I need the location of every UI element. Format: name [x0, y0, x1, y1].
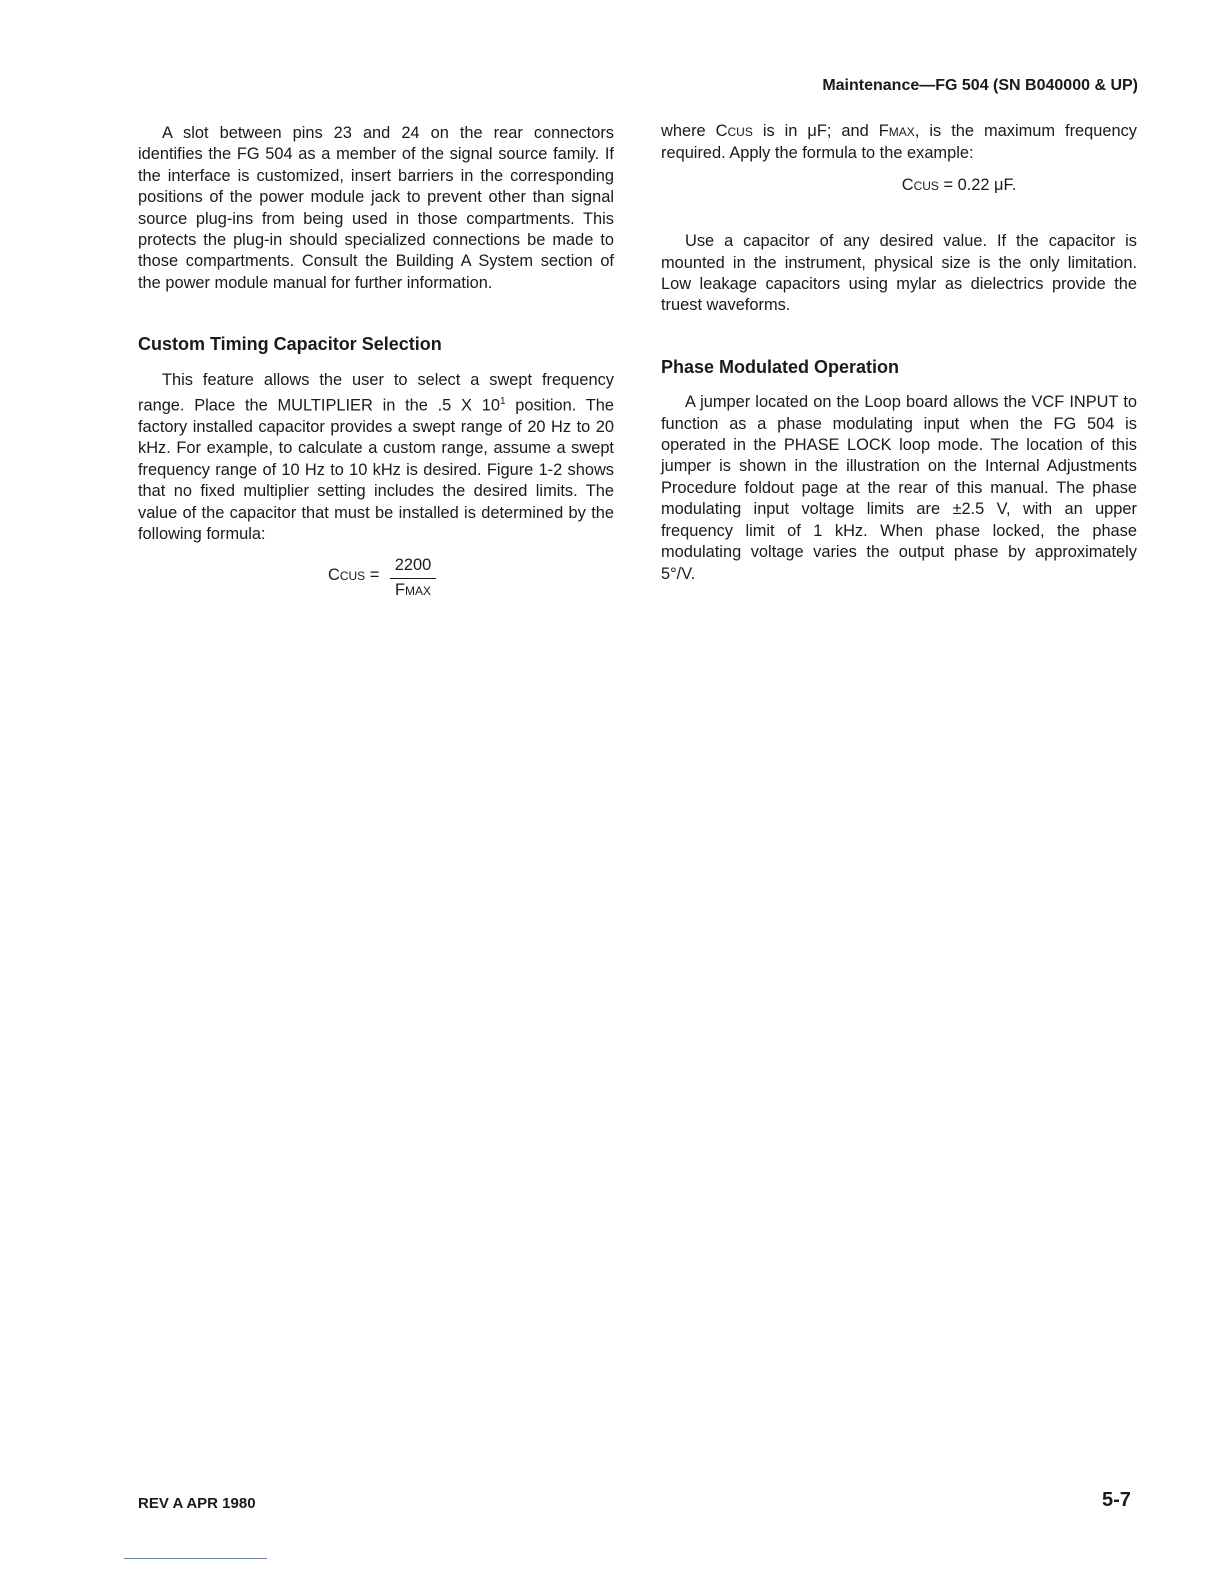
- formula-f-sub: MAX: [405, 583, 432, 598]
- exponent: 1: [499, 396, 506, 408]
- formula-f: F: [394, 580, 405, 599]
- where-text-c: , is the maximum frequency required. Apply the formula to the example:: [661, 122, 1137, 163]
- page-number: 5-7: [1102, 1489, 1131, 1511]
- result-c: C: [901, 175, 914, 194]
- result-value: = 0.22 μF.: [938, 175, 1017, 194]
- running-header: Maintenance—FG 504 (SN B040000 & UP): [822, 77, 1138, 94]
- where-sub-cus: CUS: [727, 125, 753, 139]
- result-sub: CUS: [913, 178, 939, 193]
- formula-numerator: 2200: [390, 555, 436, 578]
- left-column: [138, 123, 614, 615]
- example-result: [661, 175, 1137, 197]
- where-text-a: where C: [661, 122, 728, 140]
- revision-footer: REV A APR 1980: [138, 1495, 256, 1512]
- formula-fraction: [390, 555, 436, 602]
- phase-modulated-paragraph: A jumper located on the Loop board allows the VCF INPUT to function as a phase modulating input when the FG 504 is operated in the PHASE LOCK loop mode. The location of this jumper is shown in the illustration on the Internal Adjustments Procedure foldout page at the rear of this manual. The phase modulating input voltage limits are ±2.5 V, with an upper frequency limit of 1 kHz. When phase locked, the phase modulating voltage varies the output phase by approximately 5°/V.: [661, 393, 1137, 583]
- capacitor-formula: [138, 555, 614, 615]
- formula-c-sub: CUS: [339, 569, 366, 584]
- formula-c: C: [328, 566, 340, 585]
- formula-denominator: [390, 579, 436, 602]
- custom-timing-text-b: position. The factory installed capacitor provides a swept range of 20 Hz to 20 kHz. For example, to calculate a custom range, assume a swept frequency range of 10 Hz to 10 kHz is desired. Figure 1-2 shows that no fixed multiplier setting includes the desired limits. The value of the capacitor that must be installed is determined by the following formula:: [138, 396, 614, 543]
- custom-timing-paragraph: [138, 370, 614, 546]
- phase-modulated-heading: Phase Modulated Operation: [661, 356, 900, 377]
- formula-equals: =: [369, 566, 380, 585]
- capacitor-value-paragraph: Use a capacitor of any desired value. If the capacitor is mounted in the instrument, physical size is the only limitation. Low leakage capacitors using mylar as dielectrics provide the truest waveforms.: [661, 232, 1137, 315]
- right-column: [661, 121, 1137, 585]
- custom-timing-text-a: This feature allows the user to select a swept frequency range. Place the MULTIPLIER in the .5 X 10: [138, 370, 614, 415]
- slot-paragraph: A slot between pins 23 and 24 on the rear connectors identifies the FG 504 as a member of the signal source family. If the interface is customized, insert barriers in the corresponding positions of the power module jack to prevent other than signal source plug-ins from being used in those compartments. This protects the plug-in should specialized connections be made to those compartments. Consult the Building A System section of the power module manual for further information.: [138, 124, 614, 292]
- formula-lhs: [328, 565, 379, 587]
- where-paragraph: [661, 121, 1137, 165]
- footer-rule: [124, 1558, 267, 1559]
- where-text-b: is in μF; and F: [752, 122, 889, 140]
- where-sub-max: MAX: [888, 125, 915, 139]
- custom-timing-heading: Custom Timing Capacitor Selection: [138, 334, 442, 355]
